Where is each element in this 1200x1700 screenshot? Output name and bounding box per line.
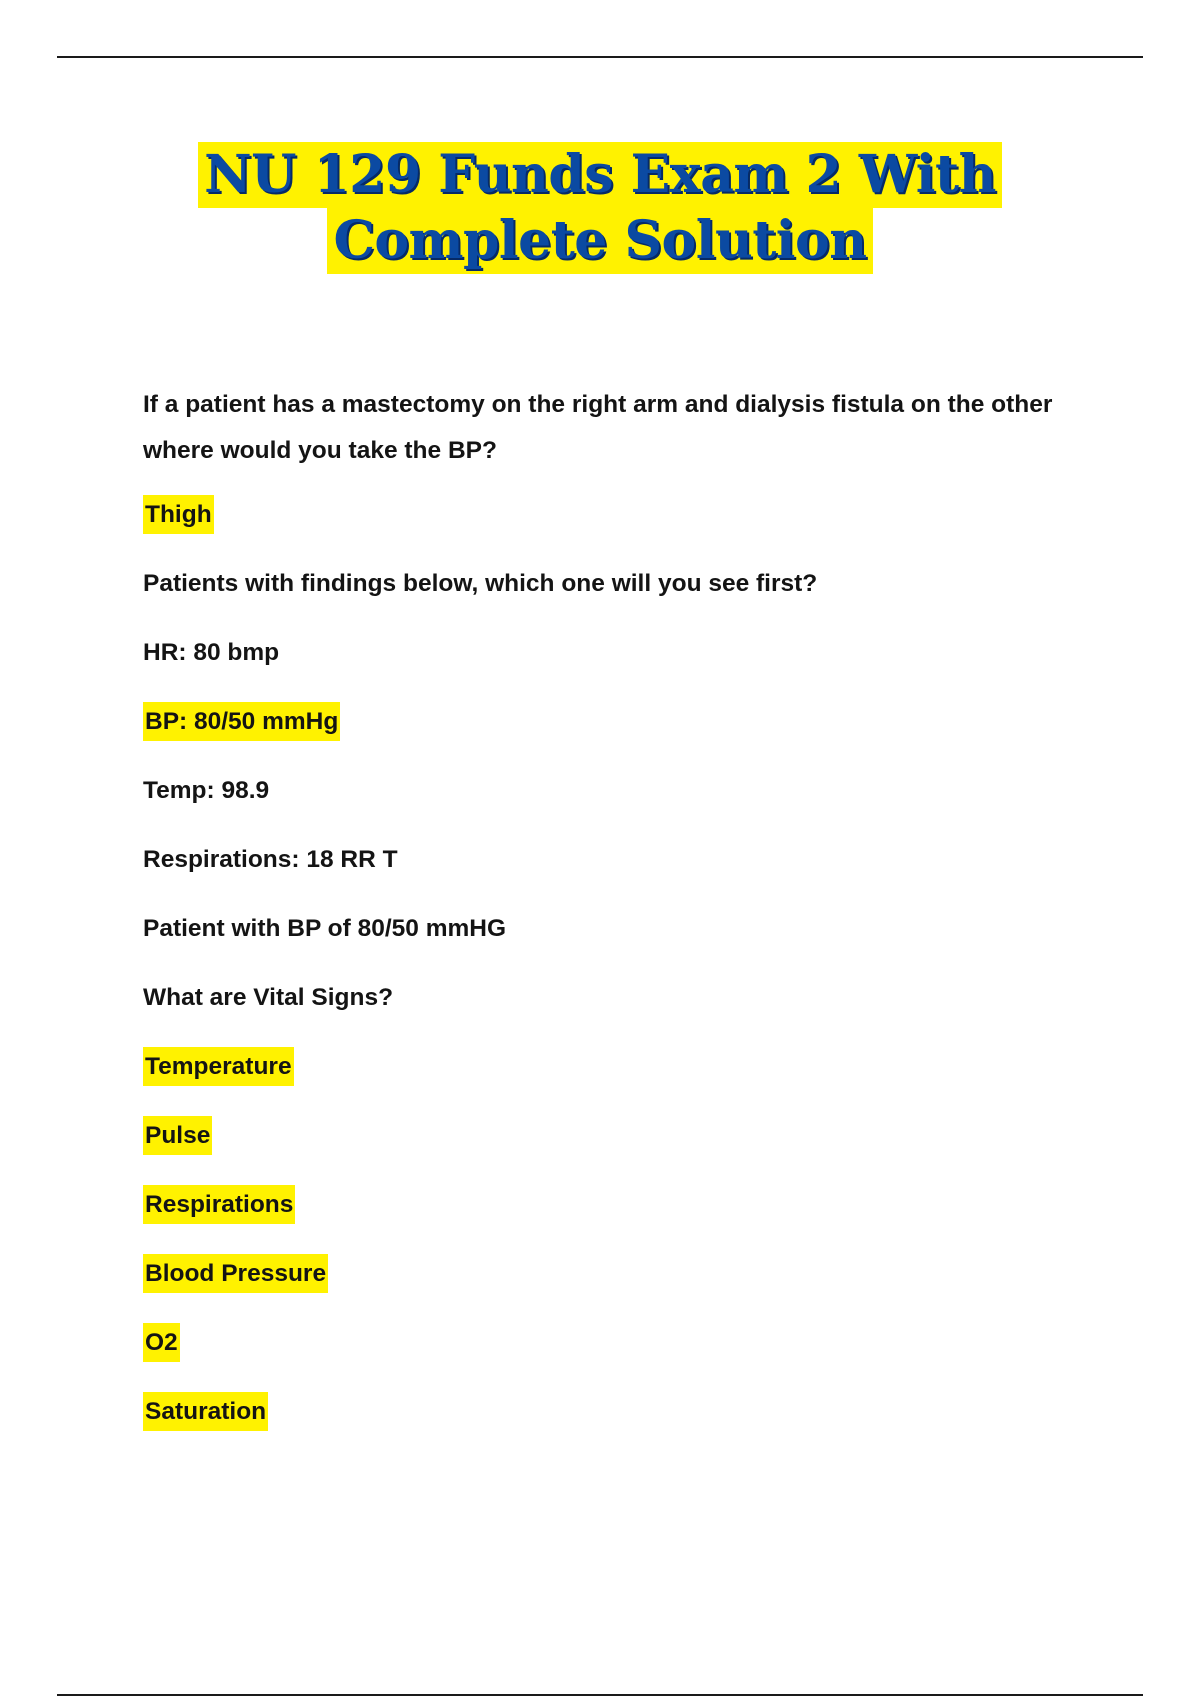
question-1-text: If a patient has a mastectomy on the right arm and dialysis fistula on the other where would you take the BP? [143,391,1053,464]
answer-1 [143,492,1063,538]
document-title [0,142,1200,274]
title-line-2: Complete Solution [327,208,872,274]
vital-sign-respirations [143,1182,1063,1228]
vital-sign-saturation-text: Saturation [143,1392,268,1431]
finding-hr-text: HR: 80 bmp [143,639,280,666]
question-2-text: Patients with findings below, which one will you see first? [143,570,818,597]
footer-rule [57,1694,1143,1696]
vital-sign-temperature [143,1044,1063,1090]
question-1 [143,382,1063,474]
question-3 [143,975,1063,1021]
finding-temp-text: Temp: 98.9 [143,777,270,804]
vital-sign-blood-pressure-text: Blood Pressure [143,1254,328,1293]
vital-sign-pulse [143,1113,1063,1159]
finding-respirations [143,837,1063,883]
answer-2 [143,906,1063,952]
finding-respirations-text: Respirations: 18 RR T [143,846,398,873]
finding-bp [143,699,1063,745]
finding-bp-text: BP: 80/50 mmHg [143,702,340,741]
vital-sign-pulse-text: Pulse [143,1116,212,1155]
vital-sign-temperature-text: Temperature [143,1047,294,1086]
answer-2-text: Patient with BP of 80/50 mmHG [143,915,507,942]
vital-sign-o2 [143,1320,1063,1366]
answer-1-text: Thigh [143,495,214,534]
header-rule [57,56,1143,58]
question-2 [143,561,1063,607]
question-3-text: What are Vital Signs? [143,984,394,1011]
vital-sign-o2-text: O2 [143,1323,180,1362]
vital-sign-saturation [143,1389,1063,1435]
finding-temp [143,768,1063,814]
vital-sign-blood-pressure [143,1251,1063,1297]
title-line-1: NU 129 Funds Exam 2 With [198,142,1002,208]
vital-sign-respirations-text: Respirations [143,1185,295,1224]
document-body [143,382,1063,1458]
finding-hr [143,630,1063,676]
